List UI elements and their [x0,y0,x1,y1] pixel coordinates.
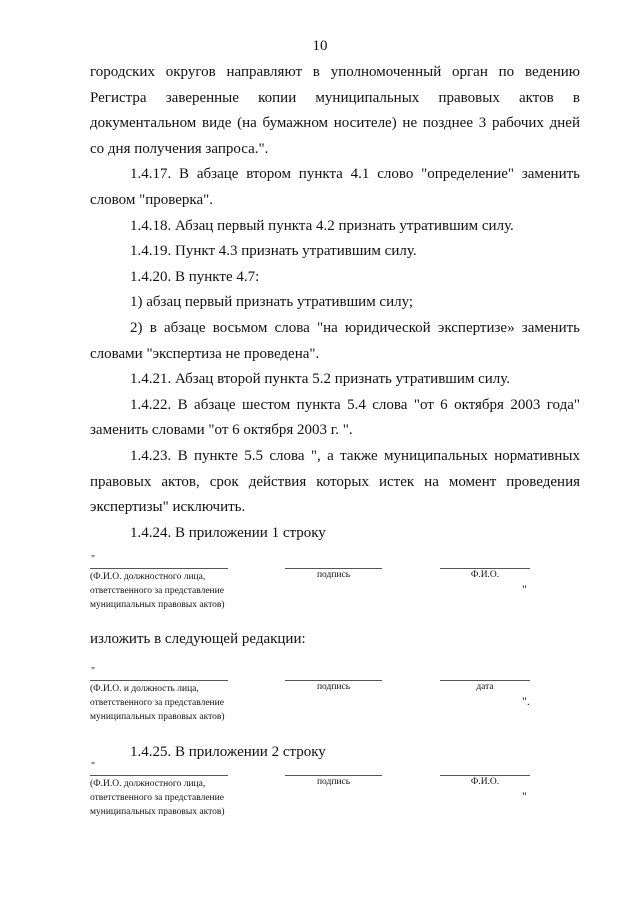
paragraph-1-4-25: 1.4.25. В приложении 2 строку [130,744,326,760]
signature-template-3 [90,761,550,821]
person-label: (Ф.И.О. и должность лица, ответственного за представление муниципальных правовых актов) [90,684,225,722]
paragraph-1-4-23: 1.4.23. В пункте 5.5 слова ", а также муниципальных нормативных правовых актов, срок действия которых истек на момент проведения экспертизы" исключить. [90,448,580,516]
paragraph-item-1: 1) абзац первый признать утратившим силу; [130,294,414,311]
paragraph-new-wording: изложить в следующей редакции: [90,631,306,647]
quote-mark: ". [522,694,530,708]
paragraph-1-4-22: 1.4.22. В абзаце шестом пункта 5.4 слова "от 6 октября 2003 года" заменить словами "от 6 октября 2003 г. ". [90,396,580,439]
underline [440,680,530,681]
signature-label: подпись [316,682,351,692]
paragraph-1-4-17: 1.4.17. В абзаце втором пункта 4.1 слово "определение" заменить словом "проверка". [90,166,580,208]
underline [90,680,228,681]
underline [90,568,228,569]
quote-mark: " [91,761,96,772]
person-label: (Ф.И.О. должностного лица, ответственного за представление муниципальных правовых актов) [90,572,225,610]
quote-mark: " [91,666,96,677]
paragraph-item-2: 2) в абзаце восьмом слова "на юридической экспертизе» заменить словами "экспертиза не проведена". [90,320,580,362]
paragraph-1-4-20: 1.4.20. В пункте 4.7: [130,268,260,285]
quote-mark: " [522,582,527,596]
underline [285,568,382,569]
underline [440,568,530,569]
underline [90,775,228,776]
paragraph-line: Регистра заверенные копии муниципальных правовых актов в [90,89,580,106]
underline [285,680,382,681]
paragraph-line: документальном виде (на бумажном носителе) не позднее 3 рабочих дней [90,115,580,132]
signature-template-2 [90,666,550,726]
quote-mark: " [91,554,96,565]
date-label: дата [476,682,494,692]
paragraph-1-4-21: 1.4.21. Абзац второй пункта 5.2 признать утратившим силу. [130,371,511,388]
paragraph-1-4-18: 1.4.18. Абзац первый пункта 4.2 признать утратившим силу. [130,217,514,234]
paragraph-line: городских округов направляют в уполномоченный орган по ведению [90,64,580,80]
underline [285,775,382,776]
signature-template-1 [90,554,550,614]
signature-label: подпись [316,570,351,580]
paragraph-1-4-19: 1.4.19. Пункт 4.3 признать утратившим силу. [130,243,417,260]
name-label: Ф.И.О. [470,777,500,787]
signature-label: подпись [316,777,351,787]
page-number: 10 [312,38,328,54]
name-label: Ф.И.О. [470,570,500,580]
paragraph-line: со дня получения запроса.". [90,140,269,157]
quote-mark: " [522,789,527,803]
paragraph-1-4-24: 1.4.24. В приложении 1 строку [130,524,326,541]
person-label: (Ф.И.О. должностного лица, ответственного за представление муниципальных правовых актов) [90,779,225,817]
underline [440,775,530,776]
